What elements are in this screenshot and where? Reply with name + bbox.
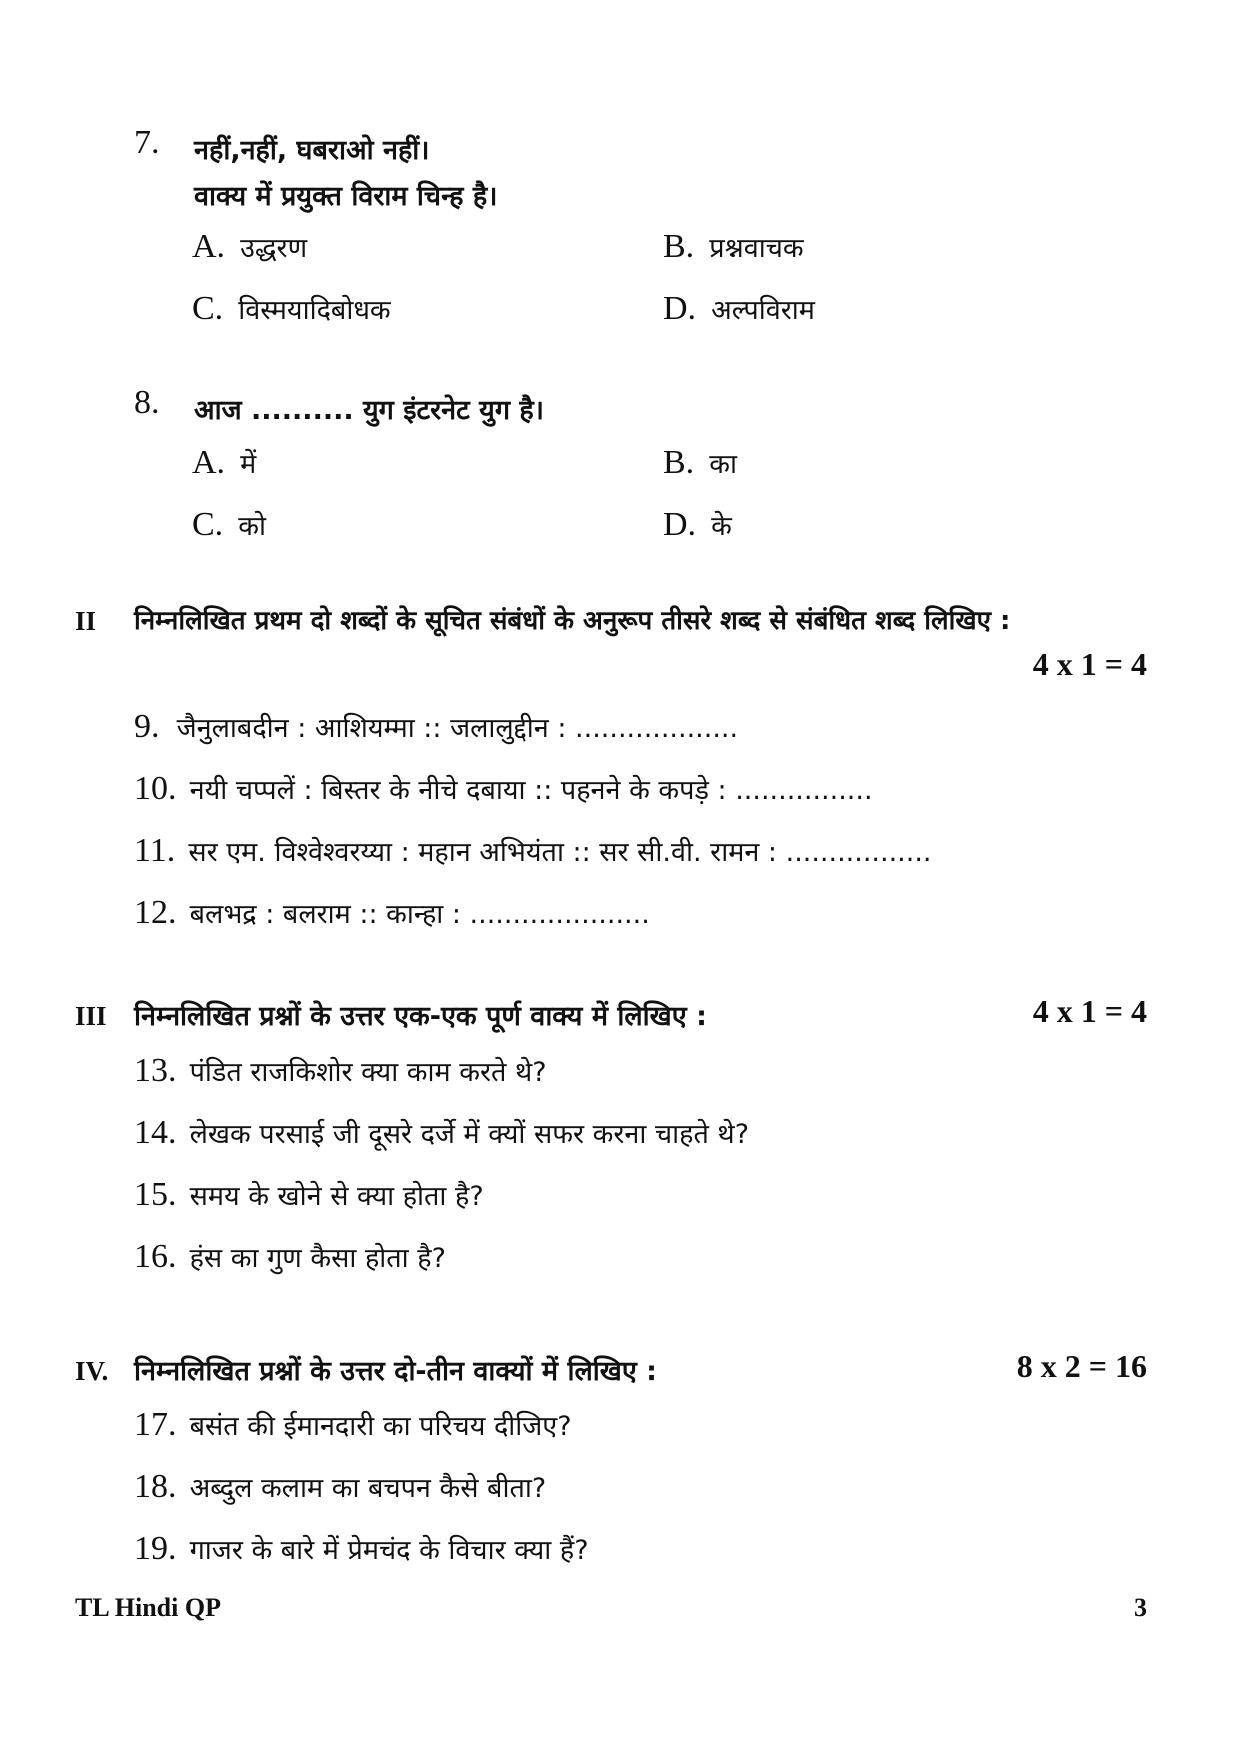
question-number: 9.	[134, 708, 160, 745]
question-8-text: आज .......... युग इंटरनेट युग है।	[194, 395, 544, 426]
option-text: में	[240, 449, 257, 480]
option-letter: A.	[192, 444, 226, 481]
question-number: 12.	[134, 894, 177, 931]
option-text: का	[709, 449, 738, 480]
question-8-option-a	[192, 444, 256, 482]
option-text: विस्मयादिबोधक	[238, 295, 391, 326]
question-text: समय के खोने से क्या होता है?	[189, 1181, 484, 1212]
option-letter: B.	[663, 444, 695, 481]
question-8-option-d	[663, 506, 732, 544]
option-letter: D.	[663, 506, 697, 543]
question-18	[134, 1468, 546, 1506]
section-3-title: निम्नलिखित प्रश्नों के उत्तर एक-एक पूर्ण वाक्य में लिखिए :	[134, 1001, 707, 1032]
question-text: सर एम. विश्वेश्वरय्या : महान अभियंता :: सर सी.वी. रामन : .................	[188, 837, 932, 868]
question-13	[134, 1052, 547, 1090]
option-text: उद्धरण	[240, 233, 308, 264]
question-text: नयी चप्पलें : बिस्तर के नीचे दबाया :: पहनने के कपड़े : ................	[189, 775, 873, 806]
question-11	[134, 832, 932, 870]
section-4-marks: 8 x 2 = 16	[1016, 1348, 1147, 1384]
question-10	[134, 770, 873, 808]
question-7-option-c	[192, 290, 391, 328]
question-8-option-c	[192, 506, 266, 544]
footer-paper-code: TL Hindi QP	[75, 1593, 221, 1622]
question-text: लेखक परसाई जी दूसरे दर्जे में क्यों सफर करना चाहते थे?	[189, 1119, 750, 1150]
question-12	[134, 894, 650, 932]
question-7-option-b	[663, 228, 804, 266]
question-7-option-d	[663, 290, 815, 328]
question-7-option-a	[192, 228, 307, 266]
question-number: 14.	[134, 1114, 177, 1151]
question-8-number: 8.	[134, 384, 160, 421]
option-text: को	[238, 511, 267, 542]
question-number: 19.	[134, 1530, 177, 1567]
question-number: 13.	[134, 1052, 177, 1089]
question-text: पंडित राजकिशोर क्या काम करते थे?	[189, 1057, 547, 1088]
option-letter: B.	[663, 228, 695, 265]
question-14	[134, 1114, 749, 1152]
section-2-marks: 4 x 1 = 4	[1032, 646, 1147, 682]
question-16	[134, 1238, 446, 1276]
question-7-number: 7.	[134, 124, 160, 161]
question-15	[134, 1176, 484, 1214]
question-8-option-b	[663, 444, 737, 482]
question-text: अब्दुल कलाम का बचपन कैसे बीता?	[189, 1473, 547, 1504]
question-text: बसंत की ईमानदारी का परिचय दीजिए?	[189, 1411, 572, 1442]
question-number: 11.	[134, 832, 176, 869]
question-number: 17.	[134, 1406, 177, 1443]
option-text: प्रश्नवाचक	[709, 233, 804, 264]
option-letter: C.	[192, 290, 224, 327]
section-2-title: निम्नलिखित प्रथम दो शब्दों के सूचित संबंधों के अनुरूप तीसरे शब्द से संबंधित शब्द लिखिए :	[134, 606, 1011, 636]
question-17	[134, 1406, 572, 1444]
option-letter: A.	[192, 228, 226, 265]
option-letter: D.	[663, 290, 697, 327]
question-7-text: नहीं,नहीं, घबराओ नहीं।	[194, 135, 430, 166]
section-4-number: IV.	[75, 1356, 109, 1386]
option-text: अल्पविराम	[711, 295, 815, 326]
option-letter: C.	[192, 506, 224, 543]
section-4-title: निम्नलिखित प्रश्नों के उत्तर दो-तीन वाक्यों में लिखिए :	[134, 1356, 657, 1387]
question-text: हंस का गुण कैसा होता है?	[189, 1243, 446, 1274]
section-2-number: II	[75, 606, 97, 636]
question-number: 16.	[134, 1238, 177, 1275]
section-3-number: III	[75, 1001, 107, 1031]
question-text: बलभद्र : बलराम :: कान्हा : .....................	[189, 899, 650, 930]
question-9	[134, 708, 738, 746]
question-19	[134, 1530, 589, 1568]
section-3-marks: 4 x 1 = 4	[1032, 993, 1147, 1029]
question-number: 10.	[134, 770, 177, 807]
question-number: 18.	[134, 1468, 177, 1505]
question-number: 15.	[134, 1176, 177, 1213]
question-7-instruction: वाक्य में प्रयुक्त विराम चिन्ह है।	[194, 181, 498, 212]
option-text: के	[711, 511, 732, 542]
question-text: गाजर के बारे में प्रेमचंद के विचार क्या हैं?	[189, 1535, 589, 1566]
question-text: जैनुलाबदीन : आशियम्मा :: जलालुद्दीन : ...................	[176, 713, 739, 744]
footer-page-number: 3	[1134, 1593, 1147, 1622]
